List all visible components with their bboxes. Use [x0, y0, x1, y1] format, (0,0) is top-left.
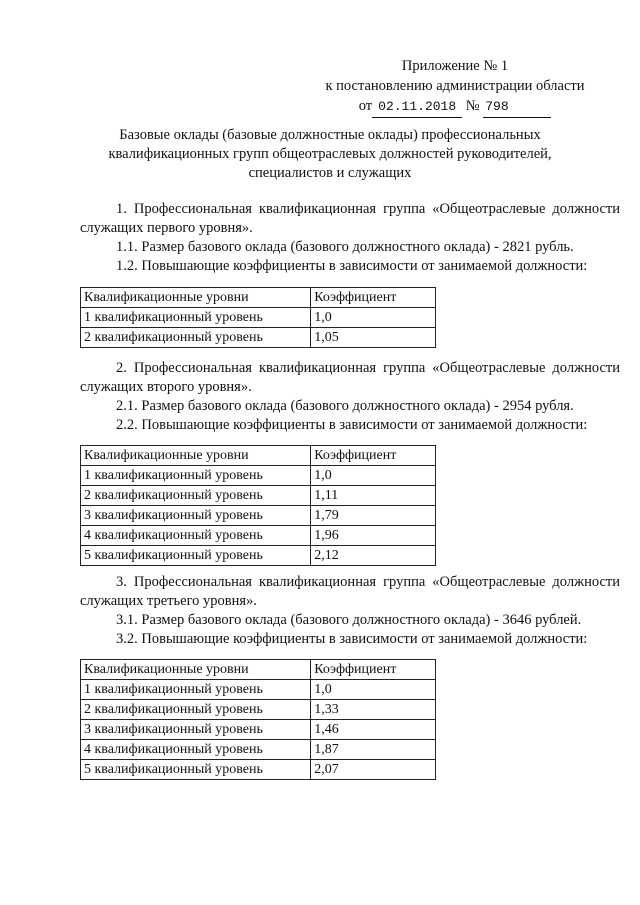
coefficient-table-2 [80, 445, 436, 566]
section-coef-intro: 3.2. Повышающие коэффициенты в зависимости от занимаемой должности: [116, 631, 588, 647]
level-cell: 3 квалификационный уровень [81, 720, 311, 740]
annex-number-label: № [465, 98, 480, 114]
coefficient-cell: 2,12 [311, 546, 436, 566]
coefficient-cell: 1,87 [311, 740, 436, 760]
section-3 [80, 573, 620, 649]
document-title [40, 126, 620, 183]
annex-resolution-line: к постановлению администрации области [325, 78, 585, 94]
column-header-coefficient: Коэффициент [311, 288, 436, 308]
table-row [81, 486, 436, 506]
annex-number: 798 [483, 97, 551, 118]
coefficient-cell: 1,96 [311, 526, 436, 546]
coefficient-table-1 [80, 287, 436, 348]
section-salary: 1.1. Размер базового оклада (базового должностного оклада) - 2821 рубль. [116, 239, 574, 255]
annex-date: 02.11.2018 [372, 97, 462, 118]
level-cell: 4 квалификационный уровень [81, 740, 311, 760]
coefficient-cell: 1,0 [311, 466, 436, 486]
annex-title: Приложение № 1 [401, 58, 509, 74]
level-cell: 2 квалификационный уровень [81, 486, 311, 506]
coefficient-cell: 2,07 [311, 760, 436, 780]
column-header-levels: Квалификационные уровни [81, 288, 311, 308]
coefficient-cell: 1,0 [311, 680, 436, 700]
table-row [81, 506, 436, 526]
level-cell: 5 квалификационный уровень [81, 760, 311, 780]
column-header-levels: Квалификационные уровни [81, 446, 311, 466]
table-row [81, 680, 436, 700]
column-header-coefficient: Коэффициент [311, 660, 436, 680]
table-header-row [81, 660, 436, 680]
table-row [81, 760, 436, 780]
table-row [81, 308, 436, 328]
table-row [81, 720, 436, 740]
annex-from-label: от [358, 98, 373, 114]
column-header-coefficient: Коэффициент [311, 446, 436, 466]
section-heading: 3. Профессиональная квалификационная группа «Общеотраслевые должности служащих третьего уровня». [80, 574, 620, 609]
level-cell: 2 квалификационный уровень [81, 700, 311, 720]
table-row [81, 328, 436, 348]
table-header-row [81, 288, 436, 308]
coefficient-cell: 1,05 [311, 328, 436, 348]
level-cell: 2 квалификационный уровень [81, 328, 311, 348]
section-heading: 2. Профессиональная квалификационная группа «Общеотраслевые должности служащих второго уровня». [80, 360, 620, 395]
level-cell: 3 квалификационный уровень [81, 506, 311, 526]
title-line-2: квалификационных групп общеотраслевых должностей руководителей, [108, 146, 552, 162]
title-line-1: Базовые оклады (базовые должностные оклады) профессиональных [119, 127, 541, 143]
level-cell: 1 квалификационный уровень [81, 680, 311, 700]
annex-date-line [300, 96, 610, 118]
table-header-row [81, 446, 436, 466]
section-salary: 2.1. Размер базового оклада (базового должностного оклада) - 2954 рубля. [116, 398, 574, 414]
level-cell: 1 квалификационный уровень [81, 466, 311, 486]
coefficient-cell: 1,33 [311, 700, 436, 720]
section-heading: 1. Профессиональная квалификационная группа «Общеотраслевые должности служащих первого уровня». [80, 201, 620, 236]
title-line-3: специалистов и служащих [248, 165, 412, 181]
coefficient-cell: 1,0 [311, 308, 436, 328]
annex-header [300, 56, 610, 118]
coefficient-cell: 1,11 [311, 486, 436, 506]
table-row [81, 700, 436, 720]
level-cell: 5 квалификационный уровень [81, 546, 311, 566]
section-coef-intro: 1.2. Повышающие коэффициенты в зависимости от занимаемой должности: [116, 258, 588, 274]
section-coef-intro: 2.2. Повышающие коэффициенты в зависимости от занимаемой должности: [116, 417, 588, 433]
coefficient-cell: 1,79 [311, 506, 436, 526]
table-row [81, 526, 436, 546]
section-salary: 3.1. Размер базового оклада (базового должностного оклада) - 3646 рублей. [116, 612, 582, 628]
level-cell: 1 квалификационный уровень [81, 308, 311, 328]
level-cell: 4 квалификационный уровень [81, 526, 311, 546]
coefficient-cell: 1,46 [311, 720, 436, 740]
section-2 [80, 359, 620, 435]
section-1 [80, 200, 620, 276]
column-header-levels: Квалификационные уровни [81, 660, 311, 680]
table-row [81, 740, 436, 760]
table-row [81, 466, 436, 486]
table-row [81, 546, 436, 566]
coefficient-table-3 [80, 659, 436, 780]
